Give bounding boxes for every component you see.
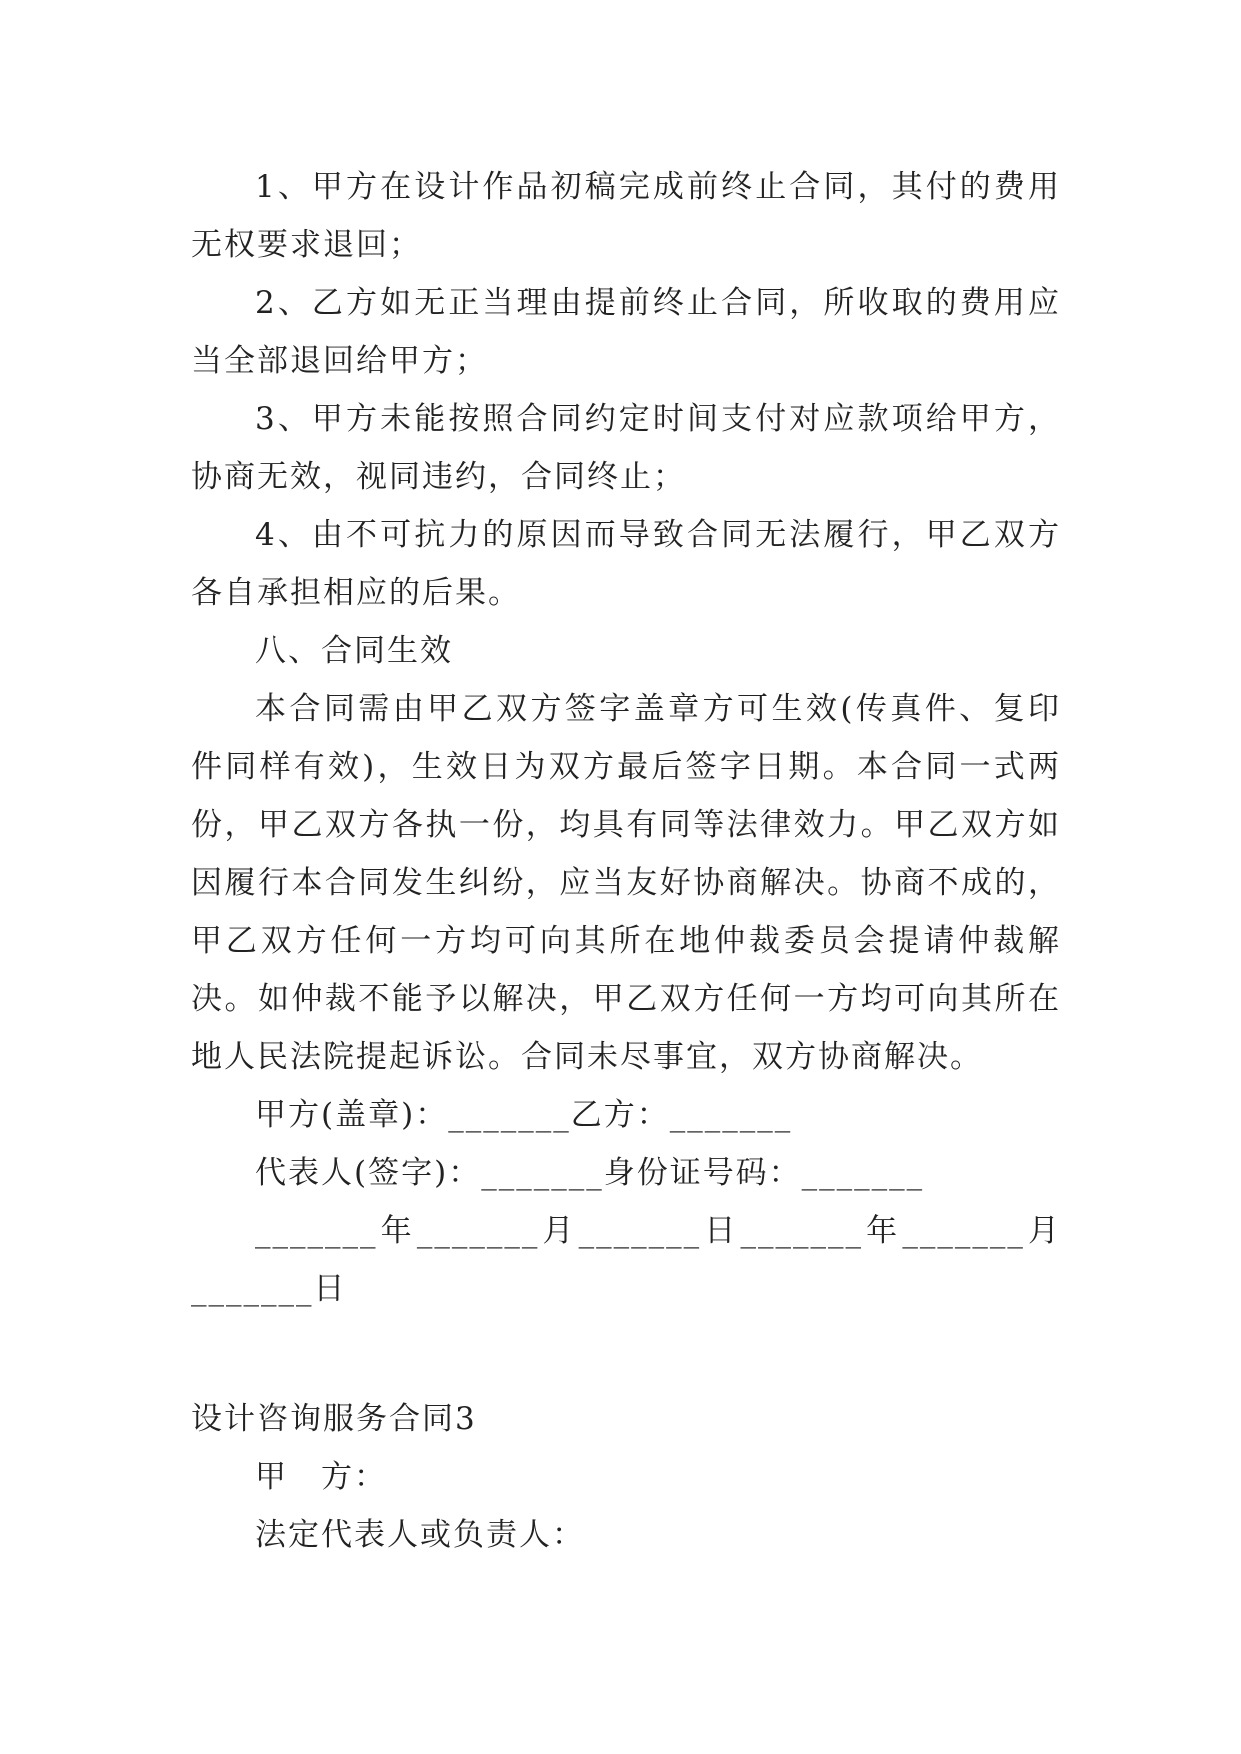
effect-paragraph: 本合同需由甲乙双方签字盖章方可生效(传真件、复印件同样有效)，生效日为双方最后签字日期。本合同一式两份，甲乙双方各执一份，均具有同等法律效力。甲乙双方如因履行本合同发生纠纷，应当友好协商解决。协商不成的，甲乙双方任何一方均可向其所在地仲裁委员会提请仲裁解决。如仲裁不能予以解决，甲乙双方任何一方均可向其所在地人民法院提起诉讼。合同未尽事宜，双方协商解决。 — [191, 691, 1061, 1075]
section-heading-effect: 八、合同生效 — [255, 633, 453, 669]
clause-3: 3、甲方未能按照合同约定时间支付对应款项给甲方，协商无效，视同违约，合同终止； — [191, 401, 1061, 495]
clause-1: 1、甲方在设计作品初稿完成前终止合同，其付的费用无权要求退回； — [191, 169, 1061, 263]
clause-2: 2、乙方如无正当理由提前终止合同，所收取的费用应当全部退回给甲方； — [191, 285, 1061, 379]
legal-representative-line: 法定代表人或负责人： — [255, 1517, 585, 1553]
date-line: _______年_______月_______日_______年_______月_______日 — [191, 1213, 1061, 1307]
clause-4: 4、由不可抗力的原因而导致合同无法履行，甲乙双方各自承担相应的后果。 — [191, 517, 1061, 611]
document-body — [191, 158, 1061, 1564]
contract-title: 设计咨询服务合同3 — [191, 1401, 477, 1437]
party-a-line: 甲 方： — [255, 1459, 387, 1495]
section-gap — [191, 1318, 1061, 1390]
representative-line: 代表人(签字)：_______身份证号码：_______ — [255, 1155, 925, 1191]
party-seal-line: 甲方(盖章)：_______乙方：_______ — [255, 1097, 793, 1133]
